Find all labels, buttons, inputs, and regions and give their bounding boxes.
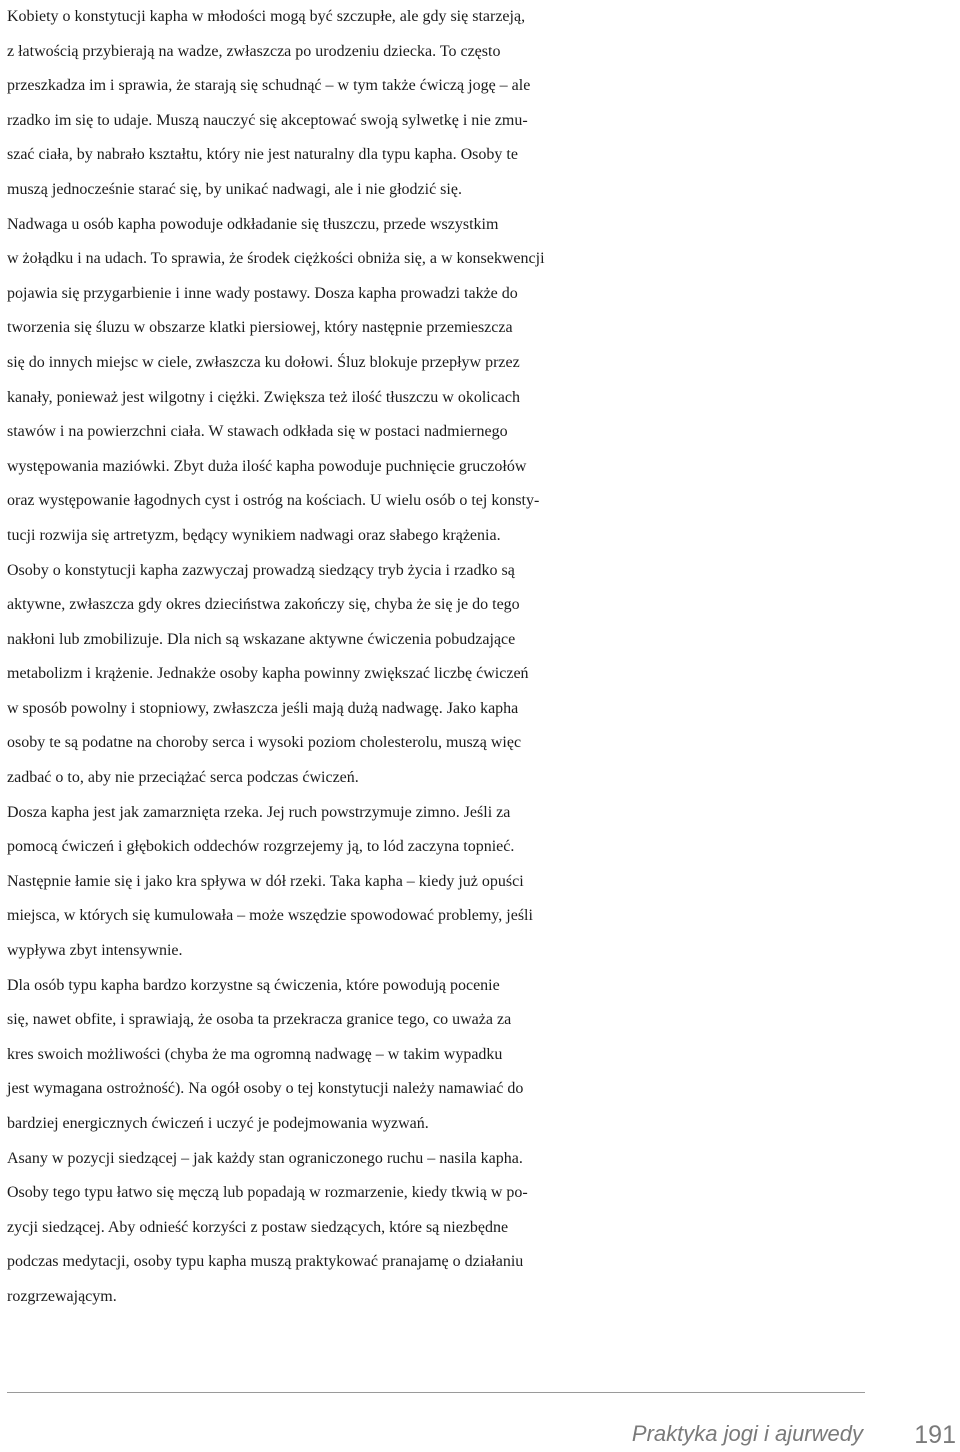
- text-line: pomocą ćwiczeń i głębokich oddechów rozgrzejemy ją, to lód zaczyna topnieć.: [7, 838, 515, 856]
- text-line: metabolizm i krążenie. Jednakże osoby kapha powinny zwiększać liczbę ćwiczeń: [7, 665, 529, 683]
- text-line: Dosza kapha jest jak zamarznięta rzeka. Jej ruch powstrzymuje zimno. Jeśli za: [7, 803, 511, 821]
- text-line: tucji rozwija się artretyzm, będący wynikiem nadwagi oraz słabego krążenia.: [7, 526, 501, 544]
- text-line: Osoby tego typu łatwo się męczą lub popadają w rozmarzenie, kiedy tkwią w po-: [7, 1184, 528, 1202]
- text-line: przeszkadza im i sprawia, że starają się schudnąć – w tym także ćwiczą jogę – ale: [7, 77, 531, 95]
- text-line: rozgrzewającym.: [7, 1287, 117, 1305]
- footer-divider: [7, 1392, 865, 1393]
- text-line: Nadwaga u osób kapha powoduje odkładanie się tłuszczu, przede wszystkim: [7, 215, 499, 233]
- text-line: jest wymagana ostrożność). Na ogół osoby o tej konstytucji należy namawiać do: [7, 1080, 524, 1098]
- text-line: zadbać o to, aby nie przeciążać serca podczas ćwiczeń.: [7, 769, 359, 787]
- text-line: oraz występowanie łagodnych cyst i ostróg na kościach. U wielu osób o tej konsty-: [7, 492, 540, 510]
- text-line: Kobiety o konstytucji kapha w młodości mogą być szczupłe, ale gdy się starzeją,: [7, 8, 526, 25]
- text-line: kanały, ponieważ jest wilgotny i ciężki. Zwiększa też ilość tłuszczu w okolicach: [7, 388, 521, 406]
- text-line: kres swoich możliwości (chyba że ma ogromną nadwagę – w takim wypadku: [7, 1045, 503, 1063]
- text-line: w sposób powolny i stopniowy, zwłaszcza jeśli mają dużą nadwagę. Jako kapha: [7, 699, 519, 717]
- text-line: w żołądku i na udach. To sprawia, że środek ciężkości obniża się, a w konsekwencji: [7, 250, 545, 268]
- text-line: bardziej energicznych ćwiczeń i uczyć je podejmowania wyzwań.: [7, 1115, 429, 1132]
- text-line: nakłoni lub zmobilizuje. Dla nich są wskazane aktywne ćwiczenia pobudzające: [7, 630, 516, 648]
- text-line: się, nawet obfite, i sprawiają, że osoba ta przekracza granice tego, co uważa za: [7, 1011, 512, 1029]
- text-line: miejsca, w których się kumulowała – może wszędzie spowodować problemy, jeśli: [7, 907, 533, 925]
- text-line: się do innych miejsc w ciele, zwłaszcza ku dołowi. Śluz blokuje przepływ przez: [7, 353, 520, 371]
- text-line: Dla osób typu kapha bardzo korzystne są ćwiczenia, które powodują pocenie: [7, 976, 500, 994]
- text-line: Następnie łamie się i jako kra spływa w dół rzeki. Taka kapha – kiedy już opuści: [7, 872, 524, 890]
- text-line: Osoby o konstytucji kapha zazwyczaj prowadzą siedzący tryb życia i rzadko są: [7, 561, 515, 579]
- text-line: podczas medytacji, osoby typu kapha muszą praktykować pranajamę o działaniu: [7, 1253, 524, 1271]
- text-line: pojawia się przygarbienie i inne wady postawy. Dosza kapha prowadzi także do: [7, 284, 518, 302]
- text-line: zycji siedzącej. Aby odnieść korzyści z postaw siedzących, które są niezbędne: [7, 1218, 509, 1236]
- text-line: szać ciała, by nabrało kształtu, który nie jest naturalny dla typu kapha. Osoby te: [7, 146, 518, 164]
- text-line: Asany w pozycji siedzącej – jak każdy stan ograniczonego ruchu – nasila kapha.: [7, 1149, 523, 1167]
- running-title: Praktyka jogi i ajurwedy: [631, 1421, 863, 1446]
- text-line: występowania maziówki. Zbyt duża ilość kapha powoduje puchnięcie gruczołów: [7, 457, 527, 475]
- text-line: tworzenia się śluzu w obszarze klatki piersiowej, który następnie przemieszcza: [7, 319, 513, 337]
- text-line: z łatwością przybierają na wadze, zwłaszcza po urodzeniu dziecka. To często: [7, 42, 501, 60]
- text-line: wypływa zbyt intensywnie.: [7, 942, 183, 960]
- body-text: [7, 0, 907, 1315]
- text-line: osoby te są podatne na choroby serca i wysoki poziom cholesterolu, muszą więc: [7, 734, 522, 752]
- text-line: rzadko im się to udaje. Muszą nauczyć się akceptować swoją sylwetkę i nie zmu-: [7, 111, 528, 129]
- text-line: stawów i na powierzchni ciała. W stawach odkłada się w postaci nadmiernego: [7, 423, 508, 441]
- text-line: muszą jednocześnie starać się, by unikać nadwagi, ale i nie głodzić się.: [7, 180, 462, 198]
- text-line: aktywne, zwłaszcza gdy okres dzieciństwa zakończy się, chyba że się je do tego: [7, 596, 520, 614]
- page-number: 191: [914, 1421, 956, 1449]
